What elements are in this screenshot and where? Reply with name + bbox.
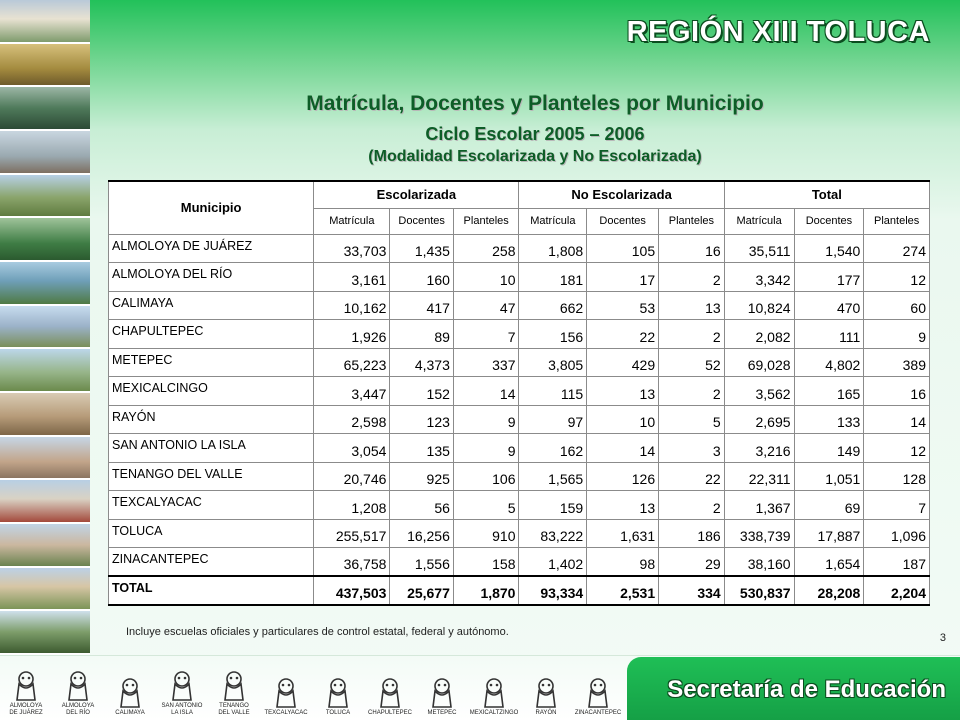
value-cell: 2,082	[724, 320, 794, 349]
glyph-icon	[64, 669, 92, 703]
value-cell: 14	[864, 405, 930, 434]
subheader-cell: Docentes	[794, 208, 864, 234]
municipio-name: TENANGO DEL VALLE	[109, 462, 314, 491]
municipio-name: TOLUCA	[109, 519, 314, 548]
photo-cathedral	[0, 568, 90, 612]
value-cell: 4,373	[390, 348, 453, 377]
glyph-icon	[480, 676, 508, 710]
value-cell: 93,334	[519, 576, 587, 605]
value-cell: 16	[864, 377, 930, 406]
report-subtitle: Ciclo Escolar 2005 – 2006	[425, 124, 645, 144]
value-cell: 22,311	[724, 462, 794, 491]
value-cell: 16,256	[390, 519, 453, 548]
value-cell: 1,870	[453, 576, 519, 605]
municipio-name: SAN ANTONIO LA ISLA	[109, 434, 314, 463]
municipio-glyph-label: TEXCALYACAC	[264, 709, 308, 716]
photo-reeds	[0, 44, 90, 88]
value-cell: 16	[659, 234, 725, 263]
municipio-glyph-item	[524, 676, 568, 717]
glyph-icon	[116, 676, 144, 710]
value-cell: 9	[453, 405, 519, 434]
photo-valley	[0, 611, 90, 655]
value-cell: 3,562	[724, 377, 794, 406]
municipio-glyph-item	[160, 669, 204, 716]
value-cell: 123	[390, 405, 453, 434]
table-row	[109, 491, 930, 520]
municipio-glyph-label: ALMOLOYA DE JUÁREZ	[9, 703, 43, 716]
value-cell: 35,511	[724, 234, 794, 263]
table-row	[109, 548, 930, 577]
municipio-name: CHAPULTEPEC	[109, 320, 314, 349]
value-cell: 3,216	[724, 434, 794, 463]
municipio-glyph-label: CHAPULTEPEC	[368, 709, 412, 716]
header-escolarizada: Escolarizada	[314, 181, 519, 208]
value-cell: 25,677	[390, 576, 453, 605]
value-cell: 429	[587, 348, 659, 377]
secretaria-label: Secretaría de Educación	[667, 676, 946, 703]
value-cell: 1,435	[390, 234, 453, 263]
table-row	[109, 434, 930, 463]
municipio-glyph-label: TENANGO DEL VALLE	[218, 703, 250, 716]
value-cell: 133	[794, 405, 864, 434]
value-cell: 98	[587, 548, 659, 577]
value-cell: 135	[390, 434, 453, 463]
value-cell: 337	[453, 348, 519, 377]
value-cell: 38,160	[724, 548, 794, 577]
municipio-glyph-item	[4, 669, 48, 716]
value-cell: 3	[659, 434, 725, 463]
value-cell: 12	[864, 263, 930, 292]
footnote: Incluye escuelas oficiales y particulares de control estatal, federal y autónomo.	[126, 626, 509, 638]
municipio-glyph-label: RAYÓN	[535, 709, 557, 716]
photo-lake	[0, 262, 90, 306]
value-cell: 14	[453, 377, 519, 406]
value-cell: 156	[519, 320, 587, 349]
municipio-glyph-item	[368, 676, 412, 717]
value-cell: 1,402	[519, 548, 587, 577]
value-cell: 417	[390, 291, 453, 320]
value-cell: 10,162	[314, 291, 390, 320]
value-cell: 389	[864, 348, 930, 377]
value-cell: 187	[864, 548, 930, 577]
value-cell: 2,204	[864, 576, 930, 605]
value-cell: 5	[453, 491, 519, 520]
value-cell: 149	[794, 434, 864, 463]
value-cell: 338,739	[724, 519, 794, 548]
value-cell: 69,028	[724, 348, 794, 377]
municipio-glyph-label: SAN ANTONIO LA ISLA	[161, 703, 203, 716]
value-cell: 1,556	[390, 548, 453, 577]
value-cell: 258	[453, 234, 519, 263]
value-cell: 3,447	[314, 377, 390, 406]
table-row	[109, 320, 930, 349]
value-cell: 111	[794, 320, 864, 349]
value-cell: 2	[659, 377, 725, 406]
value-cell: 14	[587, 434, 659, 463]
value-cell: 255,517	[314, 519, 390, 548]
glyph-icon	[272, 676, 300, 710]
value-cell: 29	[659, 548, 725, 577]
value-cell: 165	[794, 377, 864, 406]
value-cell: 910	[453, 519, 519, 548]
value-cell: 7	[864, 491, 930, 520]
value-cell: 1,926	[314, 320, 390, 349]
value-cell: 1,631	[587, 519, 659, 548]
value-cell: 22	[659, 462, 725, 491]
table-body	[109, 234, 930, 605]
value-cell: 9	[864, 320, 930, 349]
value-cell: 470	[794, 291, 864, 320]
municipio-glyph-item	[316, 676, 360, 717]
photo-mountain	[0, 306, 90, 350]
glyph-icon	[532, 676, 560, 710]
value-cell: 274	[864, 234, 930, 263]
value-cell: 60	[864, 291, 930, 320]
value-cell: 186	[659, 519, 725, 548]
value-cell: 17	[587, 263, 659, 292]
value-cell: 1,808	[519, 234, 587, 263]
value-cell: 3,054	[314, 434, 390, 463]
photo-factory	[0, 131, 90, 175]
photo-trees	[0, 218, 90, 262]
value-cell: 47	[453, 291, 519, 320]
municipio-name: METEPEC	[109, 348, 314, 377]
value-cell: 158	[453, 548, 519, 577]
municipio-name: MEXICALCINGO	[109, 377, 314, 406]
value-cell: 83,222	[519, 519, 587, 548]
photo-strip	[0, 0, 90, 655]
value-cell: 10	[453, 263, 519, 292]
municipio-name: ZINACANTEPEC	[109, 548, 314, 577]
subheader-cell: Matrícula	[724, 208, 794, 234]
photo-town	[0, 524, 90, 568]
table-row	[109, 291, 930, 320]
municipio-glyph-item	[264, 676, 308, 717]
value-cell: 52	[659, 348, 725, 377]
value-cell: 1,654	[794, 548, 864, 577]
municipio-glyph-item	[212, 669, 256, 716]
value-cell: 106	[453, 462, 519, 491]
total-row	[109, 576, 930, 605]
report-title: Matrícula, Docentes y Planteles por Municipio	[306, 92, 764, 115]
municipio-name: RAYÓN	[109, 405, 314, 434]
header-no-escolarizada: No Escolarizada	[519, 181, 724, 208]
value-cell: 10	[587, 405, 659, 434]
municipio-glyph-label: METEPEC	[427, 709, 457, 716]
value-cell: 13	[659, 291, 725, 320]
value-cell: 152	[390, 377, 453, 406]
value-cell: 10,824	[724, 291, 794, 320]
value-cell: 97	[519, 405, 587, 434]
report-modality: (Modalidad Escolarizada y No Escolarizada)	[368, 148, 702, 165]
header-municipio: Municipio	[109, 181, 314, 234]
municipio-name: ALMOLOYA DE JUÁREZ	[109, 234, 314, 263]
municipio-glyph-item	[108, 676, 152, 717]
value-cell: 1,208	[314, 491, 390, 520]
value-cell: 1,565	[519, 462, 587, 491]
value-cell: 20,746	[314, 462, 390, 491]
value-cell: 2	[659, 263, 725, 292]
value-cell: 159	[519, 491, 587, 520]
subheader-cell: Docentes	[390, 208, 453, 234]
value-cell: 162	[519, 434, 587, 463]
municipio-glyph-label: TOLUCA	[325, 709, 351, 716]
municipio-glyph-label: CALIMAYA	[115, 709, 145, 716]
glyph-icon	[428, 676, 456, 710]
value-cell: 126	[587, 462, 659, 491]
glyph-icon	[168, 669, 196, 703]
municipio-glyph-item	[576, 676, 620, 717]
value-cell: 160	[390, 263, 453, 292]
subheader-cell: Docentes	[587, 208, 659, 234]
value-cell: 2,531	[587, 576, 659, 605]
table-row	[109, 377, 930, 406]
municipio-glyph-label: MEXICALTZINGO	[469, 709, 519, 716]
table-row	[109, 462, 930, 491]
value-cell: 3,342	[724, 263, 794, 292]
municipio-glyph-item	[56, 669, 100, 716]
value-cell: 7	[453, 320, 519, 349]
photo-arches	[0, 393, 90, 437]
value-cell: 2	[659, 491, 725, 520]
value-cell: 115	[519, 377, 587, 406]
municipio-glyph-item	[469, 676, 519, 717]
municipio-glyph-label: ZINACANTEPEC	[574, 709, 622, 716]
municipality-icons	[4, 660, 620, 716]
glyph-icon	[324, 676, 352, 710]
table-row	[109, 405, 930, 434]
value-cell: 105	[587, 234, 659, 263]
subheader-cell: Planteles	[453, 208, 519, 234]
glyph-icon	[584, 676, 612, 710]
value-cell: 925	[390, 462, 453, 491]
glyph-icon	[12, 669, 40, 703]
municipio-name: TOTAL	[109, 576, 314, 605]
value-cell: 2,598	[314, 405, 390, 434]
value-cell: 1,051	[794, 462, 864, 491]
table-row	[109, 348, 930, 377]
subheader-cell: Matrícula	[519, 208, 587, 234]
header-total: Total	[724, 181, 929, 208]
municipio-name: TEXCALYACAC	[109, 491, 314, 520]
municipio-glyph-item	[420, 676, 464, 717]
value-cell: 437,503	[314, 576, 390, 605]
value-cell: 13	[587, 491, 659, 520]
photo-building	[0, 0, 90, 44]
value-cell: 1,367	[724, 491, 794, 520]
value-cell: 9	[453, 434, 519, 463]
value-cell: 53	[587, 291, 659, 320]
region-title: REGIÓN XIII TOLUCA	[626, 16, 930, 48]
enrollment-table	[108, 180, 930, 606]
table-row	[109, 263, 930, 292]
value-cell: 128	[864, 462, 930, 491]
photo-church	[0, 480, 90, 524]
subheader-cell: Planteles	[659, 208, 725, 234]
value-cell: 2,695	[724, 405, 794, 434]
value-cell: 12	[864, 434, 930, 463]
glyph-icon	[220, 669, 248, 703]
value-cell: 334	[659, 576, 725, 605]
value-cell: 2	[659, 320, 725, 349]
value-cell: 1,540	[794, 234, 864, 263]
value-cell: 65,223	[314, 348, 390, 377]
value-cell: 69	[794, 491, 864, 520]
value-cell: 22	[587, 320, 659, 349]
value-cell: 56	[390, 491, 453, 520]
photo-boat	[0, 87, 90, 131]
value-cell: 36,758	[314, 548, 390, 577]
table-row	[109, 519, 930, 548]
value-cell: 181	[519, 263, 587, 292]
value-cell: 1,096	[864, 519, 930, 548]
value-cell: 33,703	[314, 234, 390, 263]
municipio-name: CALIMAYA	[109, 291, 314, 320]
value-cell: 177	[794, 263, 864, 292]
municipio-name: ALMOLOYA DEL RÍO	[109, 263, 314, 292]
value-cell: 530,837	[724, 576, 794, 605]
value-cell: 13	[587, 377, 659, 406]
value-cell: 3,805	[519, 348, 587, 377]
subheader-cell: Matrícula	[314, 208, 390, 234]
photo-hills	[0, 175, 90, 219]
value-cell: 28,208	[794, 576, 864, 605]
glyph-icon	[376, 676, 404, 710]
value-cell: 17,887	[794, 519, 864, 548]
subheader-cell: Planteles	[864, 208, 930, 234]
page-number: 3	[939, 632, 946, 644]
photo-field	[0, 349, 90, 393]
value-cell: 3,161	[314, 263, 390, 292]
municipio-glyph-label: ALMOLOYA DEL RÍO	[61, 703, 95, 716]
table-row	[109, 234, 930, 263]
value-cell: 89	[390, 320, 453, 349]
photo-plaza	[0, 437, 90, 481]
value-cell: 4,802	[794, 348, 864, 377]
value-cell: 662	[519, 291, 587, 320]
value-cell: 5	[659, 405, 725, 434]
